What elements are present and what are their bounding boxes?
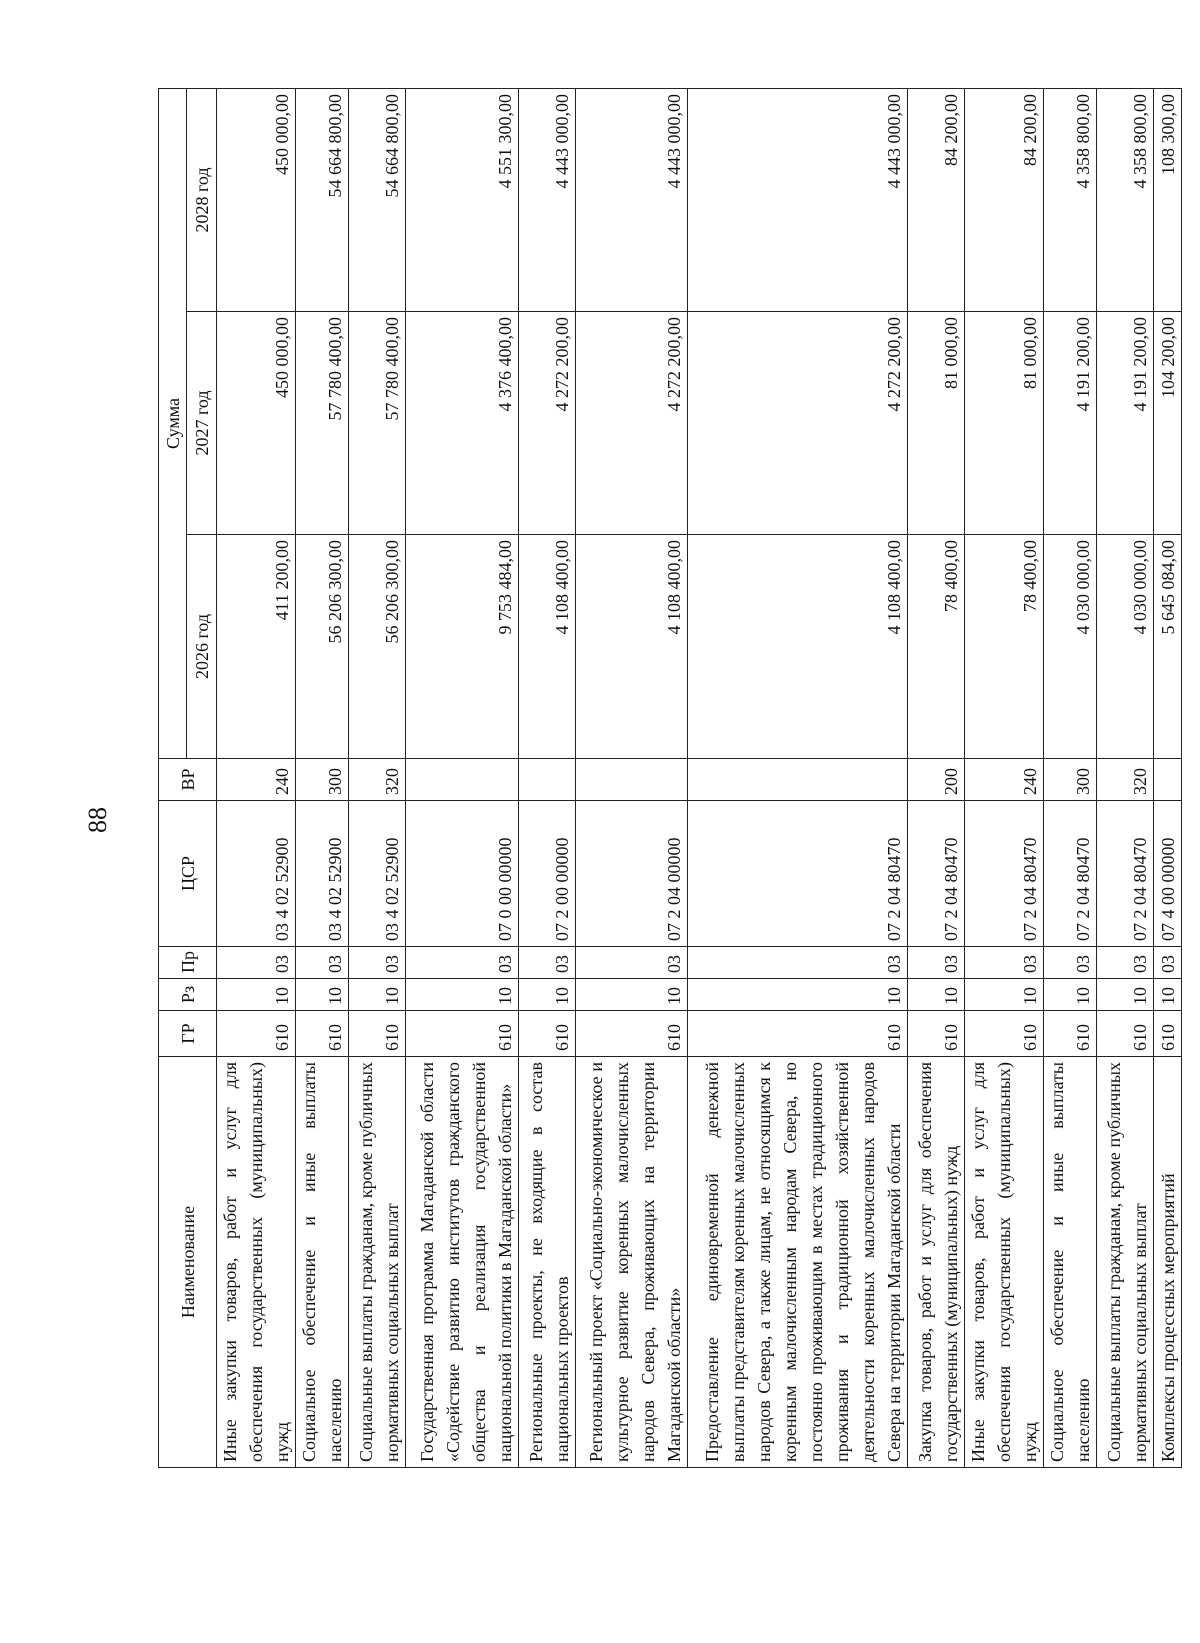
table-cell-name: Иные закупки товаров, работ и услуг для обеспечения государственных (муниципальных) нужд xyxy=(217,1057,296,1468)
table-cell-pr: 03 xyxy=(217,947,296,979)
table-cell-2026: 411 200,00 xyxy=(217,535,296,759)
table-cell-2028: 84 200,00 xyxy=(965,89,1044,312)
table-cell-rz: 10 xyxy=(688,979,908,1011)
table-cell-pr: 03 xyxy=(519,947,576,979)
table-cell-vr xyxy=(1154,759,1182,801)
table-row xyxy=(576,89,688,1468)
page-number: 88 xyxy=(83,807,112,833)
rotated-table-container xyxy=(158,89,1178,1468)
table-header xyxy=(159,89,217,1468)
table-cell-2026: 78 400,00 xyxy=(965,535,1044,759)
table-row xyxy=(908,89,965,1468)
table-cell-2028: 450 000,00 xyxy=(217,89,296,312)
table-cell-pr: 03 xyxy=(688,947,908,979)
table-cell-csr: 03 4 02 52900 xyxy=(296,801,349,947)
table-row xyxy=(1154,89,1182,1468)
table-cell-gr: 610 xyxy=(217,1011,296,1057)
table-cell-2028: 4 358 800,00 xyxy=(1044,89,1097,312)
table-cell-csr: 07 2 00 00000 xyxy=(519,801,576,947)
table-cell-csr: 07 2 04 80470 xyxy=(688,801,908,947)
table-row xyxy=(296,89,349,1468)
table-cell-2026: 56 206 300,00 xyxy=(349,535,406,759)
table-cell-gr: 610 xyxy=(1097,1011,1154,1057)
table-row xyxy=(217,89,296,1468)
table-cell-name: Социальное обеспечение и иные выплаты населению xyxy=(296,1057,349,1468)
table-cell-name: Социальные выплаты гражданам, кроме публичных нормативных социальных выплат xyxy=(349,1057,406,1468)
table-cell-pr: 03 xyxy=(406,947,519,979)
table-cell-vr: 240 xyxy=(217,759,296,801)
table-cell-vr xyxy=(576,759,688,801)
table-cell-2026: 4 108 400,00 xyxy=(688,535,908,759)
table-cell-pr: 03 xyxy=(1044,947,1097,979)
budget-table xyxy=(158,88,1182,1468)
table-cell-pr: 03 xyxy=(908,947,965,979)
table-cell-gr: 610 xyxy=(406,1011,519,1057)
table-cell-gr: 610 xyxy=(908,1011,965,1057)
table-cell-2028: 4 443 000,00 xyxy=(688,89,908,312)
table-cell-pr: 03 xyxy=(576,947,688,979)
table-cell-gr: 610 xyxy=(965,1011,1044,1057)
table-cell-2027: 104 200,00 xyxy=(1154,312,1182,535)
table-cell-csr: 07 2 04 00000 xyxy=(576,801,688,947)
table-cell-pr: 03 xyxy=(1097,947,1154,979)
table-cell-name: Социальное обеспечение и иные выплаты населению xyxy=(1044,1057,1097,1468)
table-cell-2026: 78 400,00 xyxy=(908,535,965,759)
table-cell-2028: 4 551 300,00 xyxy=(406,89,519,312)
table-cell-2027: 57 780 400,00 xyxy=(349,312,406,535)
table-cell-2026: 4 030 000,00 xyxy=(1097,535,1154,759)
table-row xyxy=(688,89,908,1468)
table-cell-pr: 03 xyxy=(296,947,349,979)
table-cell-gr: 610 xyxy=(519,1011,576,1057)
table-cell-csr: 03 4 02 52900 xyxy=(349,801,406,947)
table-cell-2027: 81 000,00 xyxy=(965,312,1044,535)
table-cell-vr xyxy=(688,759,908,801)
table-cell-2027: 4 376 400,00 xyxy=(406,312,519,535)
table-row xyxy=(965,89,1044,1468)
table-row xyxy=(1044,89,1097,1468)
table-row xyxy=(519,89,576,1468)
table-cell-2028: 4 358 800,00 xyxy=(1097,89,1154,312)
table-cell-vr: 320 xyxy=(1097,759,1154,801)
table-cell-pr: 03 xyxy=(965,947,1044,979)
table-cell-csr: 07 0 00 00000 xyxy=(406,801,519,947)
table-cell-csr: 07 2 04 80470 xyxy=(908,801,965,947)
table-cell-rz: 10 xyxy=(1097,979,1154,1011)
header-vr: ВР xyxy=(159,759,217,801)
table-cell-2026: 4 108 400,00 xyxy=(519,535,576,759)
table-cell-name: Региональные проекты, не входящие в состав национальных проектов xyxy=(519,1057,576,1468)
header-name: Наименование xyxy=(159,1057,217,1468)
table-cell-gr: 610 xyxy=(349,1011,406,1057)
table-cell-pr: 03 xyxy=(349,947,406,979)
table-row xyxy=(406,89,519,1468)
table-cell-2027: 81 000,00 xyxy=(908,312,965,535)
table-cell-name: Предоставление единовременной денежной выплаты представителям коренных малочисленных народов Севера, а также лицам, не относящимся к коренным малочисленным народам Севера, но постоянно проживающим в местах традиционного проживания и традиционной хозяйственной деятельности коренных малочисленных народов Севера на территории Магаданской области xyxy=(688,1057,908,1468)
table-cell-vr: 300 xyxy=(296,759,349,801)
table-cell-rz: 10 xyxy=(965,979,1044,1011)
table-cell-gr: 610 xyxy=(296,1011,349,1057)
table-cell-name: Закупка товаров, работ и услуг для обеспечения государственных (муниципальных) нужд xyxy=(908,1057,965,1468)
table-cell-2027: 4 191 200,00 xyxy=(1044,312,1097,535)
table-cell-csr: 07 2 04 80470 xyxy=(965,801,1044,947)
table-cell-gr: 610 xyxy=(1154,1011,1182,1057)
table-cell-vr: 200 xyxy=(908,759,965,801)
table-cell-rz: 10 xyxy=(406,979,519,1011)
table-cell-2028: 84 200,00 xyxy=(908,89,965,312)
table-cell-pr: 03 xyxy=(1154,947,1182,979)
table-cell-2028: 108 300,00 xyxy=(1154,89,1182,312)
table-cell-rz: 10 xyxy=(908,979,965,1011)
header-year-2028: 2028 год xyxy=(187,89,217,312)
table-cell-2026: 56 206 300,00 xyxy=(296,535,349,759)
table-cell-vr: 320 xyxy=(349,759,406,801)
header-year-2026: 2026 год xyxy=(187,535,217,759)
table-cell-name: Комплексы процессных мероприятий xyxy=(1154,1057,1182,1468)
table-cell-2027: 4 272 200,00 xyxy=(688,312,908,535)
table-cell-csr: 07 2 04 80470 xyxy=(1097,801,1154,947)
table-cell-csr: 03 4 02 52900 xyxy=(217,801,296,947)
table-cell-vr xyxy=(406,759,519,801)
table-cell-gr: 610 xyxy=(576,1011,688,1057)
table-cell-rz: 10 xyxy=(519,979,576,1011)
table-cell-2028: 4 443 000,00 xyxy=(519,89,576,312)
table-cell-csr: 07 2 04 80470 xyxy=(1044,801,1097,947)
table-cell-2028: 54 664 800,00 xyxy=(349,89,406,312)
table-row xyxy=(349,89,406,1468)
table-cell-2026: 4 108 400,00 xyxy=(576,535,688,759)
table-cell-2026: 5 645 084,00 xyxy=(1154,535,1182,759)
table-cell-2027: 4 272 200,00 xyxy=(576,312,688,535)
header-year-2027: 2027 год xyxy=(187,312,217,535)
table-cell-csr: 07 4 00 00000 xyxy=(1154,801,1182,947)
header-csr: ЦСР xyxy=(159,801,217,947)
table-cell-name: Социальные выплаты гражданам, кроме публичных нормативных социальных выплат xyxy=(1097,1057,1154,1468)
header-sum: Сумма xyxy=(159,89,187,759)
table-cell-2026: 4 030 000,00 xyxy=(1044,535,1097,759)
table-cell-2027: 4 272 200,00 xyxy=(519,312,576,535)
table-cell-name: Иные закупки товаров, работ и услуг для обеспечения государственных (муниципальных) нужд xyxy=(965,1057,1044,1468)
table-cell-gr: 610 xyxy=(688,1011,908,1057)
table-cell-vr xyxy=(519,759,576,801)
table-cell-gr: 610 xyxy=(1044,1011,1097,1057)
table-row xyxy=(1097,89,1154,1468)
table-cell-2028: 54 664 800,00 xyxy=(296,89,349,312)
table-cell-vr: 300 xyxy=(1044,759,1097,801)
table-cell-2027: 57 780 400,00 xyxy=(296,312,349,535)
table-cell-rz: 10 xyxy=(217,979,296,1011)
header-rz: Рз xyxy=(159,979,217,1011)
table-body xyxy=(217,89,1182,1468)
table-cell-2028: 4 443 000,00 xyxy=(576,89,688,312)
table-cell-name: Региональный проект «Социально-экономическое и культурное развитие коренных малочисленных народов Севера, проживающих на территории Магаданской области» xyxy=(576,1057,688,1468)
header-pr: Пр xyxy=(159,947,217,979)
table-cell-vr: 240 xyxy=(965,759,1044,801)
table-cell-rz: 10 xyxy=(1044,979,1097,1011)
table-cell-rz: 10 xyxy=(1154,979,1182,1011)
table-cell-2026: 9 753 484,00 xyxy=(406,535,519,759)
table-cell-rz: 10 xyxy=(349,979,406,1011)
table-cell-rz: 10 xyxy=(296,979,349,1011)
header-gr: ГР xyxy=(159,1011,217,1057)
table-cell-name: Государственная программа Магаданской области «Содействие развитию институтов гражданского общества и реализация государственной национальной политики в Магаданской области» xyxy=(406,1057,519,1468)
table-cell-rz: 10 xyxy=(576,979,688,1011)
table-cell-2027: 450 000,00 xyxy=(217,312,296,535)
table-cell-2027: 4 191 200,00 xyxy=(1097,312,1154,535)
